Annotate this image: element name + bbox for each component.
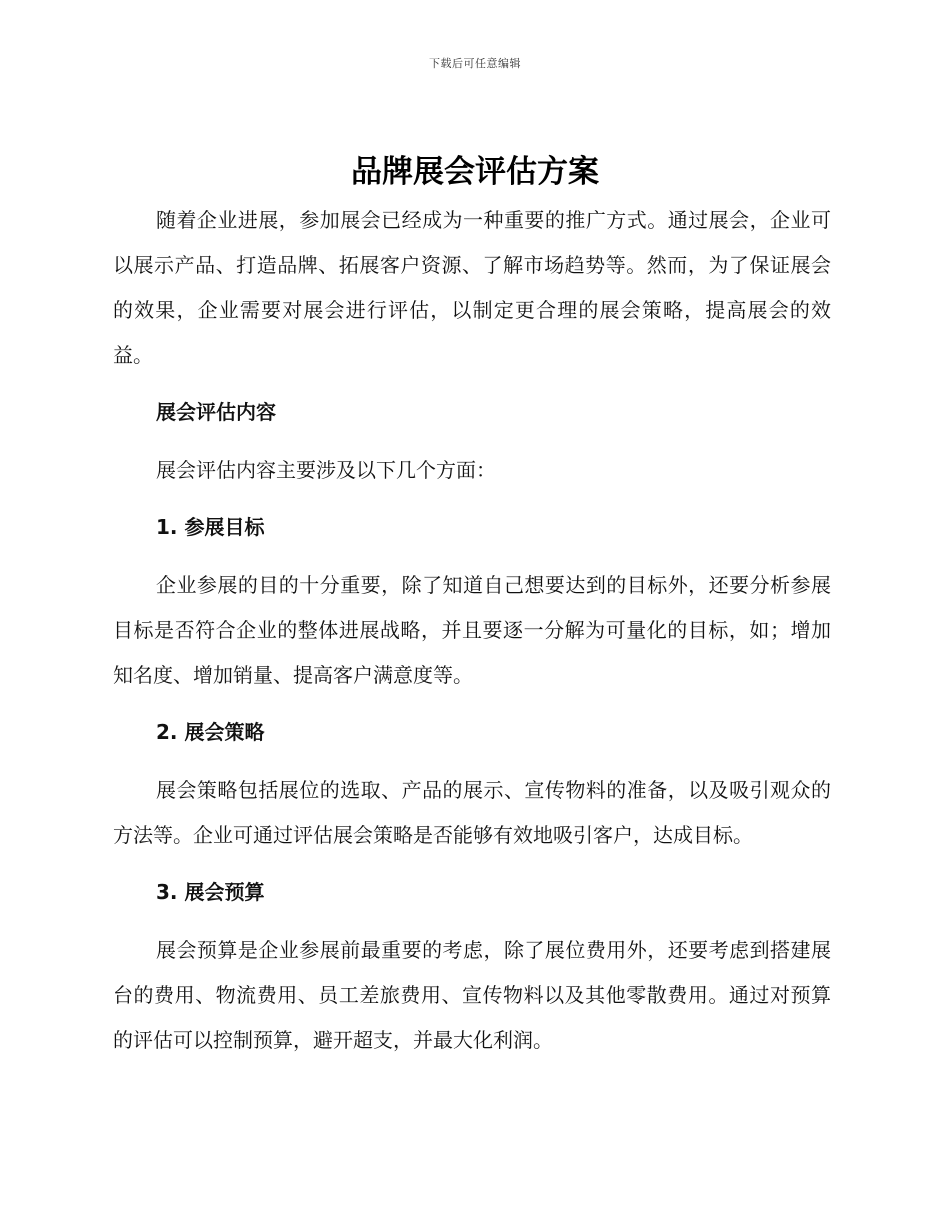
item-body-strategy: 展会策略包括展位的选取、产品的展示、宣传物料的准备，以及吸引观众的方法等。企业可通过评估展会策略是否能够有效地吸引客户，达成目标。 — [113, 778, 831, 847]
document-title: 品牌展会评估方案 — [351, 154, 599, 190]
document-body — [113, 198, 831, 1063]
item-body-budget: 展会预算是企业参展前最重要的考虑，除了展位费用外，还要考虑到搭建展台的费用、物流费用、员工差旅费用、宣传物料以及其他零散费用。通过对预算的评估可以控制预算，避开超支，并最大化利润。 — [113, 938, 831, 1052]
item-heading-strategy: 2. 展会策略 — [156, 720, 265, 744]
section-heading: 展会评估内容 — [156, 400, 276, 424]
header-note: 下载后可任意编辑 — [429, 57, 521, 70]
item-body-goals: 企业参展的目的十分重要，除了知道自己想要达到的目标外，还要分析参展目标是否符合企业的整体进展战略，并且要逐一分解为可量化的目标，如；增加知名度、增加销量、提高客户满意度等。 — [113, 573, 831, 687]
intro-paragraph: 随着企业进展，参加展会已经成为一种重要的推广方式。通过展会，企业可以展示产品、打造品牌、拓展客户资源、了解市场趋势等。然而，为了保证展会的效果，企业需要对展会进行评估，以制定更合理的展会策略，提高展会的效益。 — [113, 208, 831, 367]
section-intro-paragraph: 展会评估内容主要涉及以下几个方面： — [156, 458, 496, 482]
item-heading-budget: 3. 展会预算 — [156, 880, 265, 904]
item-heading-goals: 1. 参展目标 — [156, 515, 265, 539]
